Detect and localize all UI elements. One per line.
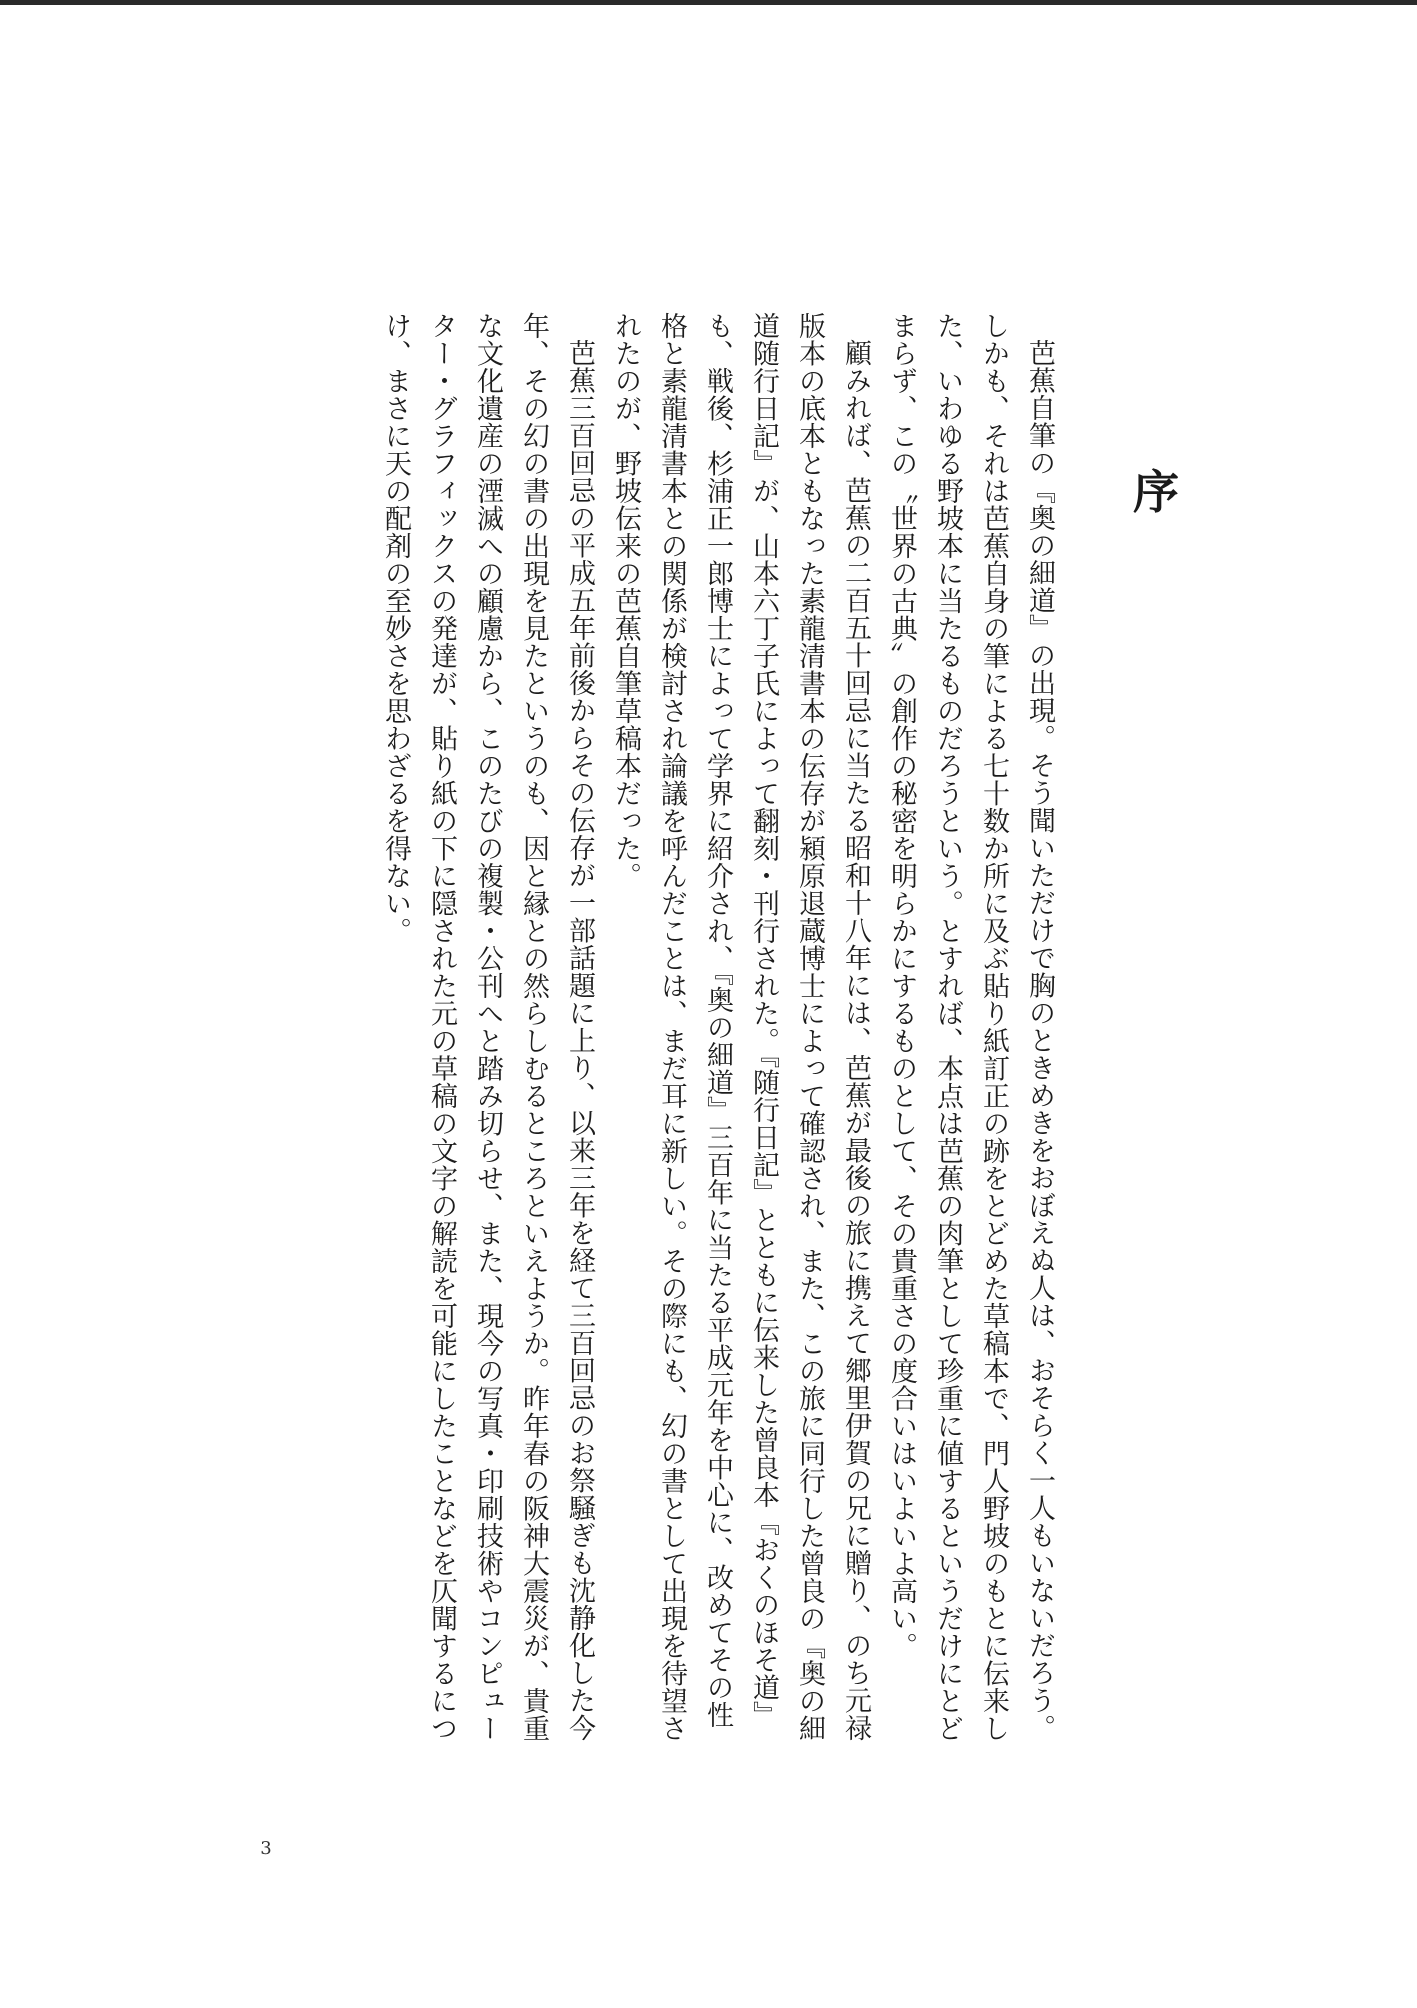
paragraph-3: 芭蕉三百回忌の平成五年前後からその伝存が一部話題に上り、以来三年を経て三百回忌のお祭騒ぎも沈静化した今年、その幻の書の出現を見たというのも、因と縁との然らしむるところといえようか。昨年春の阪神大震災が、貴重な文化遺産の湮滅への顧慮から、このたびの複製・公刊へと踏み切らせ、また、現今の写真・印刷技術やコンピューター・グラフィックスの発達が、貼り紙の下に隠された元の草稿の文字の解読を可能にしたことなどを仄聞するにつけ、まさに天の配剤の至妙さを思わざるを得ない。 [380, 312, 595, 1742]
body-text [372, 312, 1062, 1742]
scan-top-edge [0, 0, 1417, 5]
paragraph-2: 顧みれば、芭蕉の二百五十回忌に当たる昭和十八年には、芭蕉が最後の旅に携えて郷里伊賀の兄に贈り、のち元禄版本の底本ともなった素龍清書本の伝存が潁原退蔵博士によって確認され、また、この旅に同行した曾良の『奥の細道随行日記』が、山本六丁子氏によって翻刻・刊行された。『随行日記』とともに伝来した曾良本『おくのほそ道』も、戦後、杉浦正一郎博士によって学界に紹介され、『奥の細道』三百年に当たる平成元年を中心に、改めてその性格と素龍清書本との関係が検討され論議を呼んだことは、まだ耳に新しい。その際にも、幻の書として出現を待望されたのが、野坡伝来の芭蕉自筆草稿本だった。 [610, 312, 871, 1742]
paragraph-1: 芭蕉自筆の『奥の細道』の出現。そう聞いただけで胸のときめきをおぼえぬ人は、おそらく一人もいないだろう。しかも、それは芭蕉自身の筆による七十数か所に及ぶ貼り紙訂正の跡をとどめた草稿本で、門人野坡のもとに伝来した、いわゆる野坡本に当たるものだろうという。とすれば、本点は芭蕉の肉筆として珍重に値するというだけにとどまらず、この〝世界の古典〟の創作の秘密を明らかにするものとして、その貴重さの度合いはいよいよ高い。 [886, 312, 1055, 1742]
page-title: 序 [1133, 465, 1179, 519]
page-number: 3 [260, 1838, 272, 1859]
